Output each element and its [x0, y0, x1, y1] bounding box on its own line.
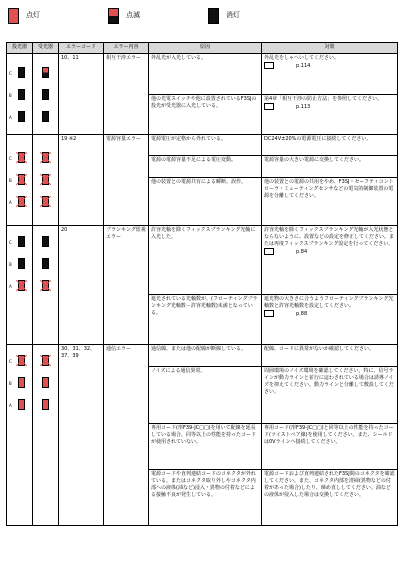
lamp-a-icon [42, 399, 49, 410]
error-content: 相互干渉エラー [104, 54, 149, 135]
action: 他の装置との電源の共用をやめ、F3SJ・セーフティコントローラ・ミューティングセンサなどの電気的制御装置の電源を分離してください。 [262, 177, 398, 225]
lamp-b-icon [18, 89, 25, 100]
action: 周囲環境のノイズ環境を確認してください。特に、信号ラインが動力ラインと並行に這わされている場合は誘導ノイズを抑えてください。動力ラインと分離して敷設してください。 [262, 367, 398, 423]
error-content: ブランキング監視エラー [104, 226, 149, 345]
col-content: エラー内容 [104, 43, 149, 54]
cause: 外乱光が入光している。 [149, 54, 262, 95]
error-code: 10、11 [59, 54, 104, 135]
cause: 電源電圧が定格から外れている。 [149, 135, 262, 156]
lamp-on-icon [8, 8, 19, 24]
lamp-b-icon [18, 258, 25, 269]
lamp-a-icon [42, 111, 49, 122]
table-row [7, 135, 398, 156]
lamp-c-icon [42, 236, 49, 247]
error-content: 電源容量エラー [104, 135, 149, 226]
blink-icon [39, 195, 52, 208]
lamp-off-icon [208, 8, 219, 24]
cause: 他の光電スイッチや他に設置されているF3SJの投光が受光器に入光している。 [149, 94, 262, 135]
lamp-c-icon [18, 236, 25, 247]
col-cause: 原因 [149, 43, 262, 54]
lamp-c-icon [42, 67, 49, 78]
action: 第4章「相互干渉の防止方法」を参照してください。 p.113 [262, 94, 398, 135]
book-icon [264, 310, 274, 317]
blink-icon [39, 173, 52, 186]
cause: 通信線、または他の配線が断線している。 [149, 345, 262, 367]
legend: 点灯 点滅 消灯 [8, 6, 395, 26]
cause: 電源コードや直列連結コードのコネクタが外れている。またはコネクタ取り外しやコネクタ内部への液体(油など)浸入・異物の付着などによる接触不良が発生している。 [149, 469, 262, 525]
lamp-b-icon [42, 377, 49, 388]
action: 専用コード(形F39-JC□□)と同等以上の性能を持ったコード(ツイストペア線)を使用してください。また、シールドは0Vラインへ接続してください。 [262, 423, 398, 469]
receiver-lamps [33, 135, 59, 226]
cause: 他の装置との電源共有による瞬断、誤作。 [149, 177, 262, 225]
emitter-lamps: C B A [7, 135, 33, 226]
lamp-b-icon [42, 89, 49, 100]
action: 電源コードおよび直列連結されたF3SJ間のコネクタを確認してください。また、コネクタ内部を清掃(異物などの付着があった場合)したり、締め直ししてください。油などの液体が侵入した場合は交換してください。 [262, 469, 398, 525]
cause: ノイズによる通信異常。 [149, 367, 262, 423]
error-content: 通信エラー [104, 345, 149, 526]
cause: 遮光されている光軸数が、(フローティングブランキング光軸数－許容光軸数)未満となっている。 [149, 294, 262, 344]
col-emitter: 投光器 [7, 43, 33, 54]
lamp-b-icon [18, 377, 25, 388]
col-code: エラーコード [59, 43, 104, 54]
error-code: 20 [59, 226, 104, 345]
table-header [7, 43, 398, 54]
blink-icon [39, 354, 52, 367]
cause: 専用コード(形F39-JC□□)を用いて配線を延長している場合、同等以上の性能を持ったコードが使用されていない。 [149, 423, 262, 469]
action: 許容光軸を除くフィックスブランキング光軸が入光状態とならないように、設置などの設定を修正してください。または再度フィックスブランキング設定を行ってください。 p.84 [262, 226, 398, 295]
action: 外乱光をしゃへいしてください。 p.114 [262, 54, 398, 95]
error-table [6, 42, 398, 526]
action: 電源容量の大きい電源に交換してください。 [262, 156, 398, 177]
error-code: 19 ※2 [59, 135, 104, 226]
blink-icon [15, 173, 28, 186]
blink-icon [39, 151, 52, 164]
table-row [7, 345, 398, 367]
col-receiver: 受光器 [33, 43, 59, 54]
action: 遮光物の大きさに合うようフローティングブランキング光軸数と許容光軸数を設定してください。 p.88 [262, 294, 398, 344]
action: DC24V±20%の電源電圧に接続してください。 [262, 135, 398, 156]
receiver-lamps [33, 54, 59, 135]
action: 配線、コードに異常がないか確認してください。 [262, 345, 398, 367]
table-row [7, 54, 398, 95]
emitter-lamps: C B A [7, 54, 33, 135]
table-row [7, 226, 398, 295]
emitter-lamps: C B A [7, 345, 33, 526]
lamp-a-icon [18, 399, 25, 410]
lamp-flash-icon [108, 8, 119, 24]
cause: 許容光軸を除くフィックスブランキング光軸に入光した。 [149, 226, 262, 295]
book-icon [264, 103, 274, 110]
blink-icon [15, 151, 28, 164]
blink-icon [15, 279, 28, 292]
blink-icon [39, 279, 52, 292]
lamp-b-icon [42, 258, 49, 269]
emitter-lamps: C B A [7, 226, 33, 345]
book-icon [264, 62, 274, 69]
col-action: 対策 [262, 43, 398, 54]
cause: 電源の電源容量不足による電圧変動。 [149, 156, 262, 177]
blink-icon [15, 195, 28, 208]
book-icon [264, 248, 274, 255]
error-code: 30、31、32、37、39 [59, 345, 104, 526]
receiver-lamps [33, 226, 59, 345]
receiver-lamps [33, 345, 59, 526]
lamp-c-icon [18, 67, 25, 78]
lamp-a-icon [18, 111, 25, 122]
blink-icon [15, 354, 28, 367]
